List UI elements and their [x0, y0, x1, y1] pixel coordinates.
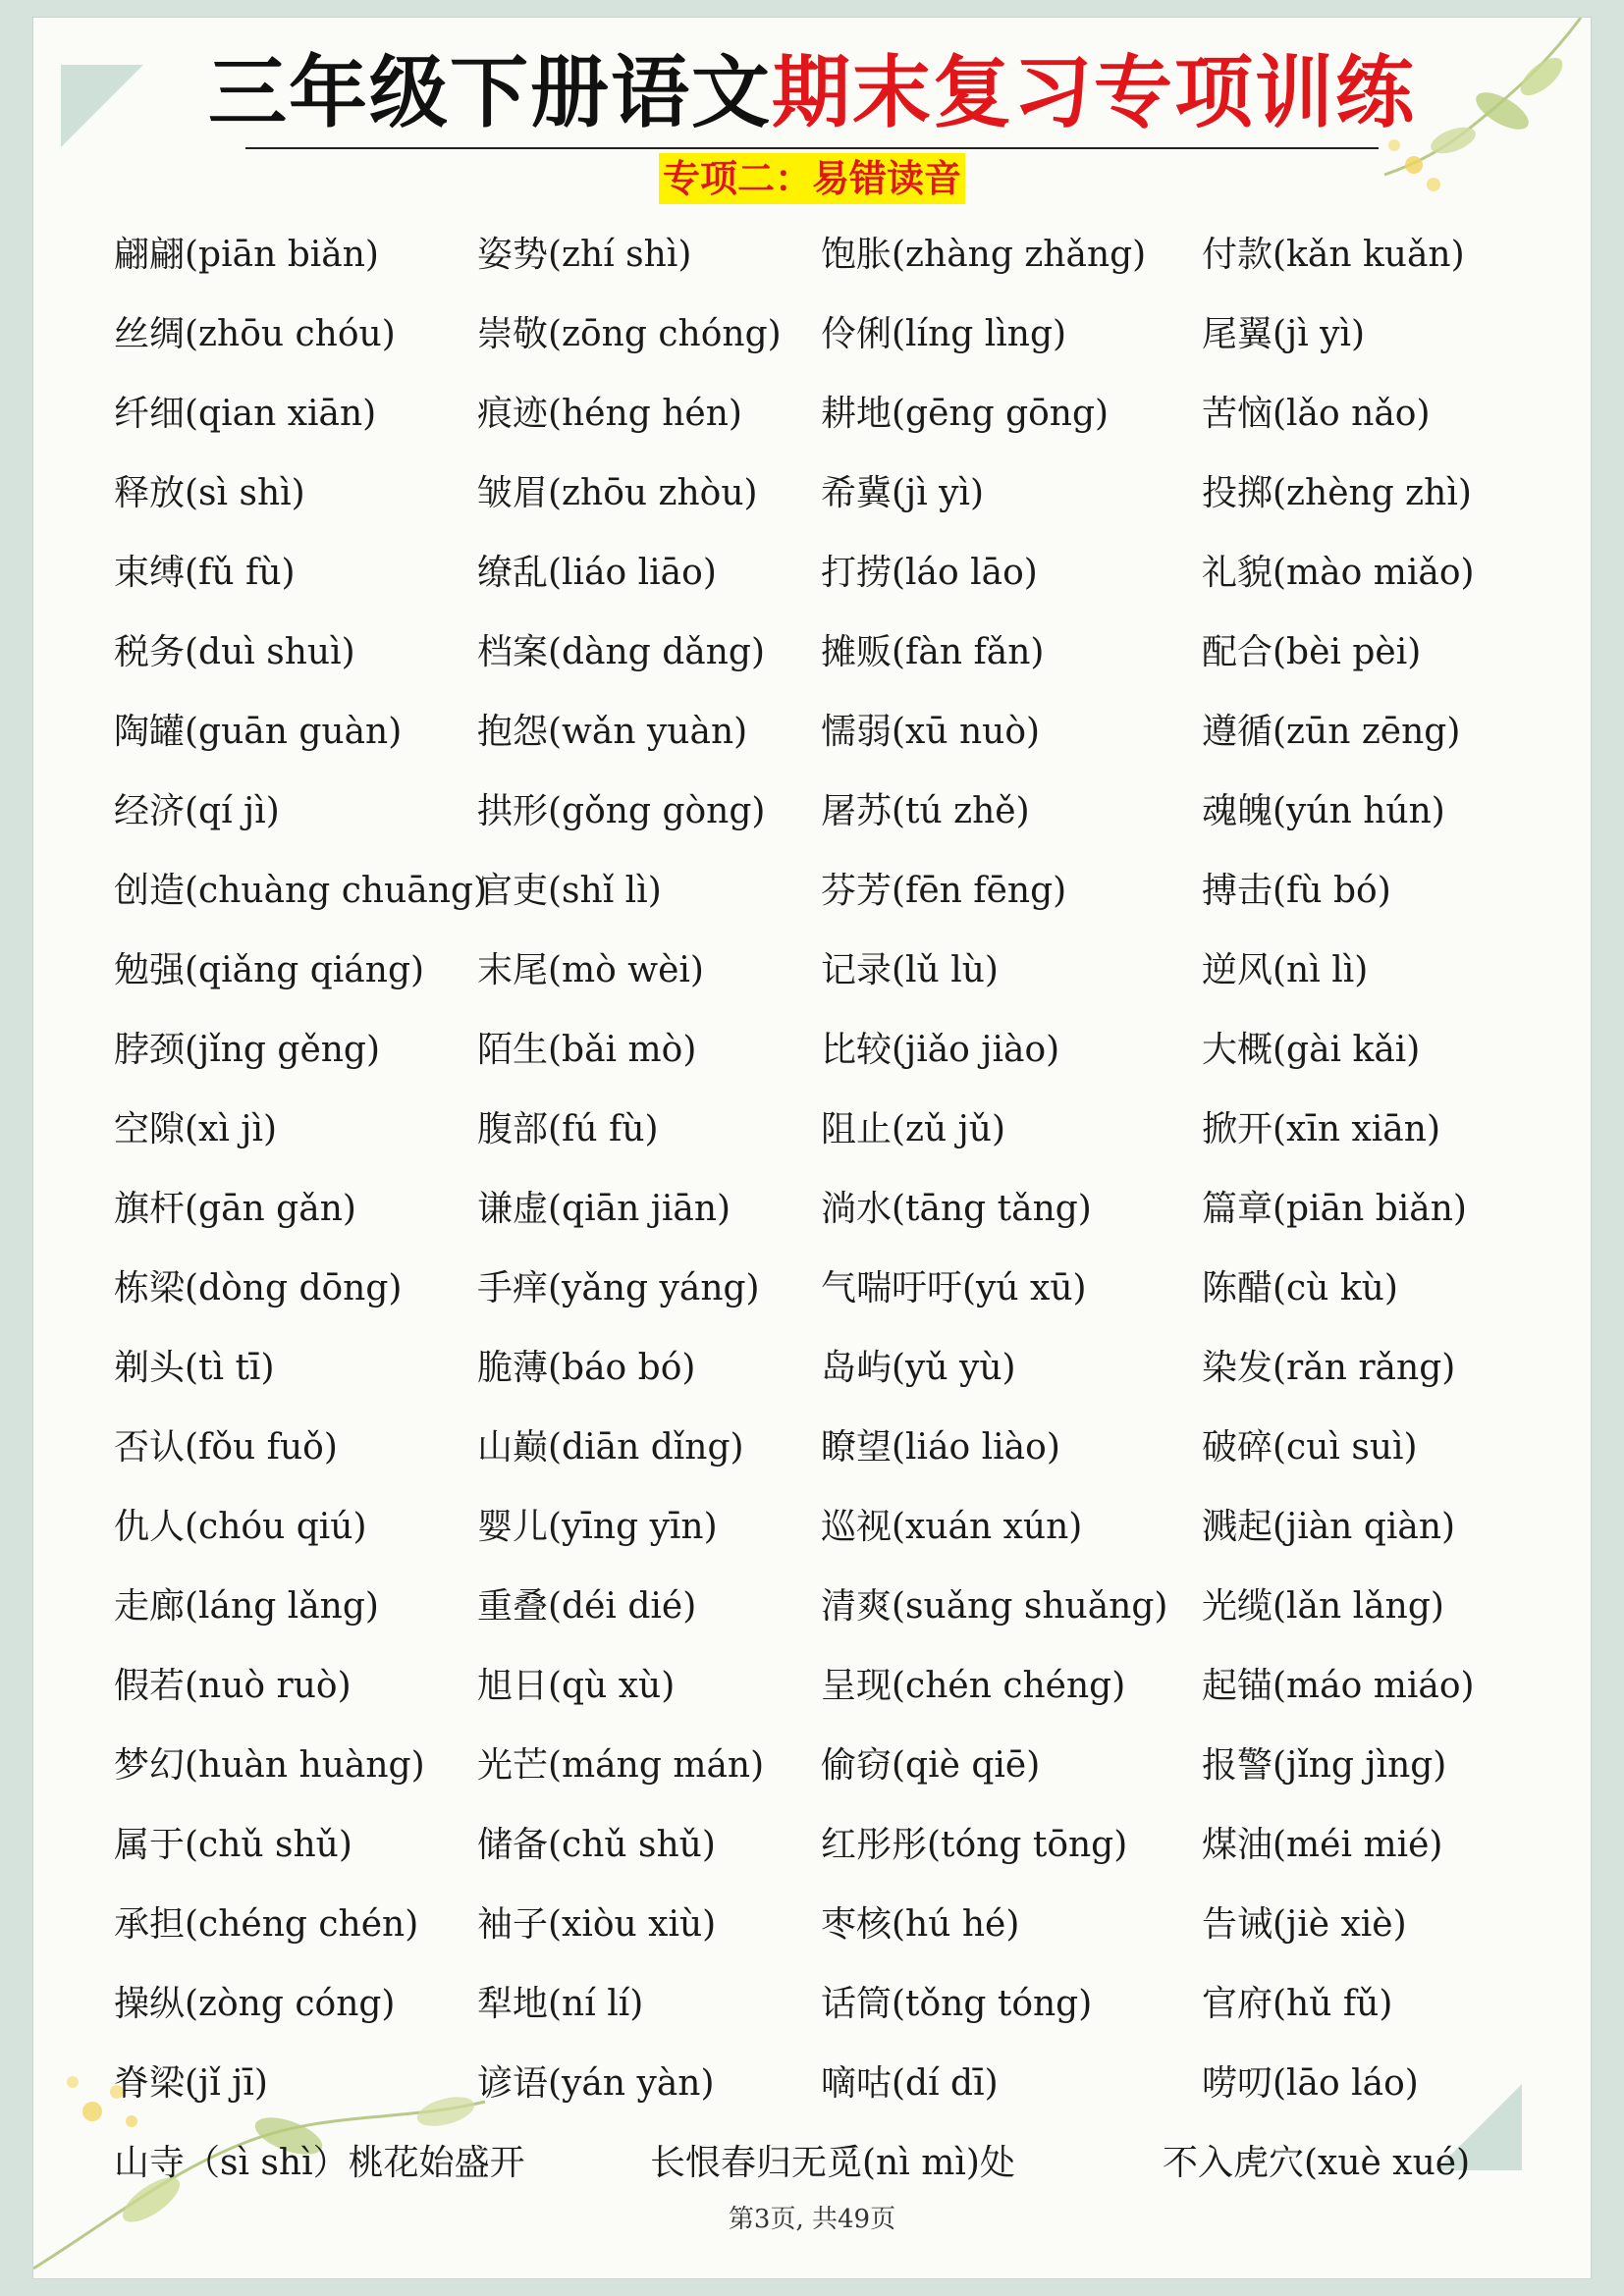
word-pinyin-item: 束缚(fǔ fù) — [114, 553, 296, 593]
word-pinyin-item: 栋梁(dòng dōng) — [114, 1268, 403, 1308]
word-pinyin-item: 懦弱(xū nuò) — [821, 712, 1041, 752]
word-pinyin-item: 纤细(qian xiān) — [114, 394, 377, 434]
page-title — [33, 45, 1591, 139]
word-pinyin-item: 煤油(méi mié) — [1202, 1825, 1443, 1865]
word-pinyin-item: 饱胀(zhàng zhǎng) — [821, 235, 1147, 275]
word-pinyin-item: 翩翩(piān biǎn) — [114, 235, 379, 275]
word-pinyin-item: 重叠(déi dié) — [477, 1586, 697, 1627]
word-pinyin-item: 姿势(zhí shì) — [477, 235, 692, 275]
word-pinyin-item: 打捞(láo lāo) — [821, 553, 1038, 593]
word-pinyin-item: 操纵(zòng cóng) — [114, 1984, 396, 2024]
word-pinyin-item: 投掷(zhèng zhì) — [1202, 473, 1472, 513]
word-pinyin-item: 旭日(qù xù) — [477, 1666, 676, 1706]
word-pinyin-item: 篇章(piān biǎn) — [1202, 1189, 1467, 1229]
document-page — [33, 18, 1591, 2278]
word-pinyin-item: 空隙(xì jì) — [114, 1109, 278, 1149]
word-pinyin-item: 仇人(chóu qiú) — [114, 1507, 367, 1547]
word-pinyin-item: 偷窃(qiè qiē) — [821, 1745, 1041, 1786]
word-pinyin-item: 谚语(yán yàn) — [477, 2063, 715, 2104]
poem-line: 不入虎穴(xuè xué) — [1163, 2143, 1471, 2183]
word-pinyin-item: 染发(rǎn rǎng) — [1202, 1348, 1456, 1388]
word-pinyin-item: 官吏(shǐ lì) — [477, 871, 662, 911]
word-pinyin-item: 魂魄(yún hún) — [1202, 791, 1445, 831]
word-pinyin-item: 摊贩(fàn fǎn) — [821, 632, 1045, 672]
word-pinyin-item: 痕迹(héng hén) — [477, 394, 742, 434]
word-pinyin-item: 配合(bèi pèi) — [1202, 632, 1422, 672]
word-pinyin-item: 耕地(gēng gōng) — [821, 394, 1110, 434]
word-pinyin-item: 袖子(xiòu xiù) — [477, 1904, 717, 1945]
poem-line: 长恨春归无觅(nì mì)处 — [650, 2143, 1015, 2183]
word-pinyin-item: 陶罐(guān guàn) — [114, 712, 403, 752]
word-pinyin-item: 报警(jǐng jìng) — [1202, 1745, 1447, 1786]
word-pinyin-item: 呈现(chén chéng) — [821, 1666, 1126, 1706]
word-pinyin-item: 走廊(láng lǎng) — [114, 1586, 379, 1627]
word-pinyin-item: 拱形(gǒng gòng) — [477, 791, 766, 831]
word-pinyin-item: 红彤彤(tóng tōng) — [821, 1825, 1128, 1865]
word-pinyin-item: 苦恼(lǎo nǎo) — [1202, 394, 1431, 434]
word-pinyin-item: 脊梁(jǐ jī) — [114, 2063, 268, 2104]
word-pinyin-item: 瞭望(liáo liào) — [821, 1427, 1060, 1468]
word-pinyin-item: 礼貌(mào miǎo) — [1202, 553, 1475, 593]
word-pinyin-item: 婴儿(yīng yīn) — [477, 1507, 718, 1547]
title-black-part: 三年级下册语文 — [208, 46, 772, 138]
word-pinyin-item: 枣核(hú hé) — [821, 1904, 1020, 1945]
word-pinyin-item: 假若(nuò ruò) — [114, 1666, 352, 1706]
word-pinyin-item: 唠叨(lāo láo) — [1202, 2063, 1419, 2104]
word-pinyin-item: 否认(fǒu fuǒ) — [114, 1427, 338, 1468]
word-pinyin-item: 光缆(lǎn lǎng) — [1202, 1586, 1444, 1627]
word-pinyin-item: 创造(chuàng chuāng) — [114, 871, 487, 911]
section-subtitle: 专项二：易错读音 — [659, 153, 965, 204]
word-pinyin-item: 储备(chǔ shǔ) — [477, 1825, 716, 1865]
word-pinyin-item: 税务(duì shuì) — [114, 632, 355, 672]
word-pinyin-item: 陌生(bǎi mò) — [477, 1030, 697, 1070]
word-pinyin-item: 官府(hǔ fǔ) — [1202, 1984, 1393, 2024]
word-pinyin-item: 腹部(fú fù) — [477, 1109, 659, 1149]
word-pinyin-item: 巡视(xuán xún) — [821, 1507, 1083, 1547]
word-pinyin-item: 经济(qí jì) — [114, 791, 280, 831]
word-pinyin-item: 末尾(mò wèi) — [477, 950, 704, 990]
word-pinyin-item: 淌水(tāng tǎng) — [821, 1189, 1092, 1229]
word-pinyin-item: 山巅(diān dǐng) — [477, 1427, 744, 1468]
word-pinyin-item: 释放(sì shì) — [114, 473, 305, 513]
word-pinyin-item: 犁地(ní lí) — [477, 1984, 644, 2024]
word-pinyin-item: 记录(lǔ lù) — [821, 950, 999, 990]
word-pinyin-item: 勉强(qiǎng qiáng) — [114, 950, 425, 990]
word-pinyin-item: 气喘吁吁(yú xū) — [821, 1268, 1087, 1308]
word-pinyin-item: 芬芳(fēn fēng) — [821, 871, 1067, 911]
word-pinyin-item: 手痒(yǎng yáng) — [477, 1268, 760, 1308]
word-pinyin-item: 缭乱(liáo liāo) — [477, 553, 717, 593]
word-pinyin-item: 希冀(jì yì) — [821, 473, 985, 513]
word-pinyin-item: 掀开(xīn xiān) — [1202, 1109, 1441, 1149]
word-pinyin-item: 大概(gài kǎi) — [1202, 1030, 1421, 1070]
title-underline — [245, 147, 1379, 149]
word-pinyin-item: 告诫(jiè xiè) — [1202, 1904, 1407, 1945]
word-pinyin-item: 承担(chéng chén) — [114, 1904, 419, 1945]
word-pinyin-item: 抱怨(wǎn yuàn) — [477, 712, 748, 752]
word-pinyin-item: 破碎(cuì suì) — [1202, 1427, 1418, 1468]
word-pinyin-item: 嘀咕(dí dī) — [821, 2063, 999, 2104]
word-pinyin-item: 逆风(nì lì) — [1202, 950, 1369, 990]
word-pinyin-item: 剃头(tì tī) — [114, 1348, 275, 1388]
word-pinyin-item: 搏击(fù bó) — [1202, 871, 1391, 911]
word-pinyin-item: 旗杆(gān gǎn) — [114, 1189, 356, 1229]
word-pinyin-item: 阻止(zǔ jǔ) — [821, 1109, 1006, 1149]
word-pinyin-item: 岛屿(yǔ yù) — [821, 1348, 1016, 1388]
word-pinyin-item: 光芒(máng mán) — [477, 1745, 765, 1786]
word-pinyin-item: 崇敬(zōng chóng) — [477, 314, 782, 354]
word-pinyin-item: 丝绸(zhōu chóu) — [114, 314, 396, 354]
word-pinyin-item: 档案(dàng dǎng) — [477, 632, 766, 672]
word-pinyin-item: 付款(kǎn kuǎn) — [1202, 235, 1465, 275]
word-pinyin-item: 属于(chǔ shǔ) — [114, 1825, 352, 1865]
word-pinyin-item: 梦幻(huàn huàng) — [114, 1745, 425, 1786]
word-pinyin-item: 比较(jiǎo jiào) — [821, 1030, 1060, 1070]
word-pinyin-item: 起锚(máo miáo) — [1202, 1666, 1475, 1706]
word-pinyin-item: 尾翼(jì yì) — [1202, 314, 1366, 354]
word-pinyin-item: 话筒(tǒng tóng) — [821, 1984, 1093, 2024]
word-pinyin-item: 清爽(suǎng shuǎng) — [821, 1586, 1168, 1627]
word-pinyin-item: 脖颈(jǐng gěng) — [114, 1030, 381, 1070]
word-pinyin-item: 伶俐(líng lìng) — [821, 314, 1067, 354]
word-pinyin-item: 屠苏(tú zhě) — [821, 791, 1030, 831]
word-pinyin-item: 谦虚(qiān jiān) — [477, 1189, 731, 1229]
word-pinyin-item: 陈醋(cù kù) — [1202, 1268, 1398, 1308]
page-number-footer: 第3页, 共49页 — [728, 2205, 896, 2234]
word-pinyin-item: 脆薄(báo bó) — [477, 1348, 696, 1388]
word-pinyin-item: 遵循(zūn zēng) — [1202, 712, 1461, 752]
poem-line: 山寺（sì shì）桃花始盛开 — [114, 2143, 525, 2183]
word-pinyin-item: 皱眉(zhōu zhòu) — [477, 473, 758, 513]
word-pinyin-item: 溅起(jiàn qiàn) — [1202, 1507, 1456, 1547]
title-red-part: 期末复习专项训练 — [772, 46, 1416, 138]
